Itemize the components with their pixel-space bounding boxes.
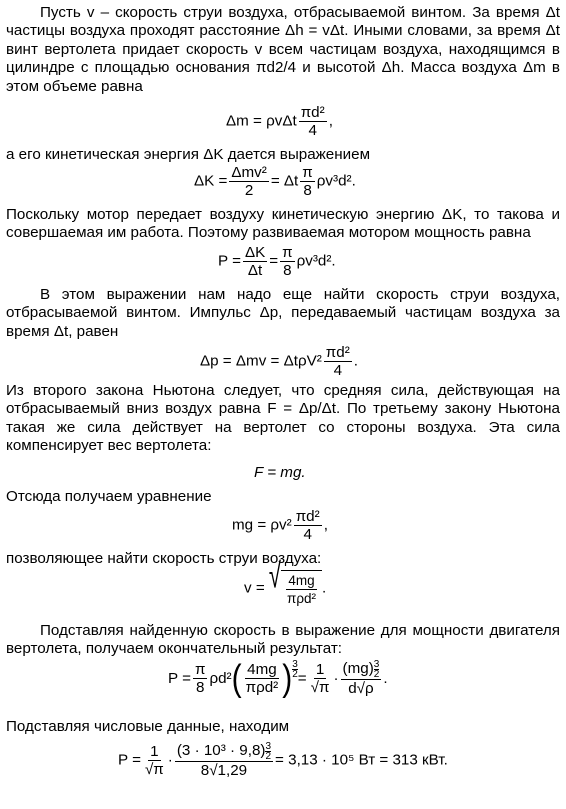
equation-mg: mg = ρv² $\frac{\text{πd²}}{4}$ , [232, 508, 328, 543]
paragraph-3: Поскольку мотор передает воздуху кинетическую энергию ΔK, то такова и совершаемая им работа. Поэтому развиваемая мотором мощность равна [6, 206, 560, 242]
paragraph-8: Подставляя найденную скорость в выражение для мощности двигателя вертолета, получаем окончательный результат: [6, 622, 560, 658]
paragraph-1: Пусть v – скорость струи воздуха, отбрасываемой винтом. За время Δt частицы воздуха проходят расстояние Δh = vΔt. Иными словами, за время Δt винт вертолета придает скорость v всем частицам воздуха, находящимся в цилиндре с площадью основания πd2/4 и высотой Δh. Масса воздуха Δm в этом объеме равна [6, 4, 560, 95]
equation-power: P = $\frac{\Delta K}{\Delta t}$ = $\frac{\pi}{8}$ ρv³d². [218, 244, 336, 279]
paragraph-6: Отсюда получаем уравнение [6, 488, 212, 505]
equation-kinetic-energy: ΔK = $\frac{\text{Δmv²}}{2}$ = Δt $\frac{\pi}{8}$ ρv³d². [194, 164, 356, 199]
equation-mass: Δm = ρvΔt $\frac{\text{πd²}}{4}$ , [226, 104, 333, 139]
paragraph-7: позволяющее найти скорость струи воздуха: [6, 550, 322, 567]
paragraph-9: Подставляя числовые данные, находим [6, 718, 290, 735]
equation-momentum: Δp = Δmv = ΔtρV² $\frac{\text{πd²}}{4}$ . [200, 344, 359, 379]
equation-velocity: v = √ $\frac{4mg}{\text{πρd²}}$ . [244, 555, 327, 606]
equation-numeric-result: P = $\frac{1}{√\pi}$ · (3 · 10³ · 9,8) $\frac{3}{2}$ 8√1,29 = 3,13 · 10⁵ Вт = 313 кВт. [118, 741, 448, 779]
equation-final-power: P = $\frac{\pi}{8}$ ρd²( $\frac{4mg}{\text{πρd²}}$ ) $\frac{3}{2}$ = $\frac{1}{√\pi}$ · (mg) $\frac{3}{2}$ d√ρ . [168, 657, 388, 699]
paragraph-5: Из второго закона Ньютона следует, что средняя сила, действующая на отбрасываемый вниз воздух равна F = Δp/Δt. По третьему закону Ньютона такая же сила действует на вертолет со стороны воздуха. Эта сила компенсирует вес вертолета: [6, 382, 560, 455]
equation-force: F = mg. [254, 464, 306, 481]
paragraph-4: В этом выражении нам надо еще найти скорость струи воздуха, отбрасываемой винтом. Импульс Δp, передаваемый частицам воздуха за время Δt, равен [6, 286, 560, 340]
paragraph-2: а его кинетическая энергия ΔK дается выражением [6, 146, 371, 163]
